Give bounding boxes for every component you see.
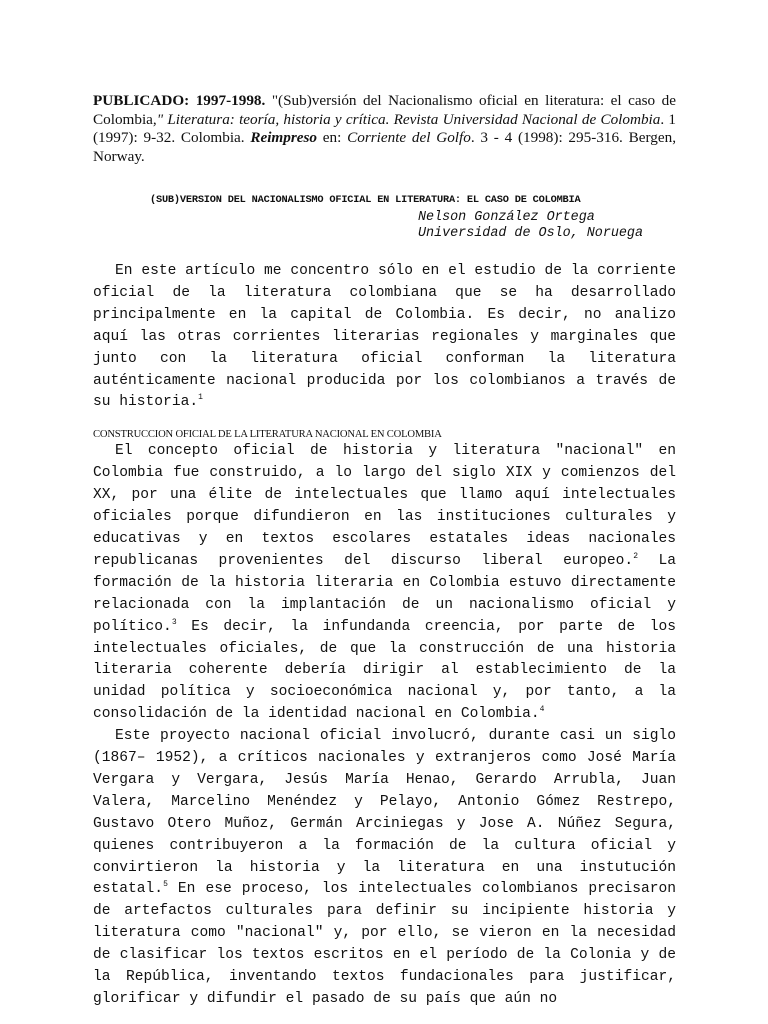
footnote-ref: 5 [163,880,168,890]
body-paragraph [93,441,676,726]
section-heading: CONSTRUCCION OFICIAL DE LA LITERATURA NACIONAL EN COLOMBIA [93,429,442,441]
article-title: (SUB)VERSION DEL NACIONALISMO OFICIAL EN LITERATURA: EL CASO DE COLOMBIA [150,194,581,206]
reprint-details: . 3 - 4 (1998): 295-316. Bergen, Norway. [93,129,676,165]
publication-issue: . 1 (1997): 9-32. Colombia. [93,110,677,146]
publication-text: "(Sub)versión del Nacionalismo oficial en literatura: el caso de Colombia, [93,92,677,128]
body-paragraph [93,726,676,1011]
footnote-ref: 1 [198,393,203,403]
reprint-journal: Corriente del Golfo [347,129,471,146]
footnote-ref: 3 [171,617,177,627]
publication-note [93,92,676,166]
paragraph-text: El concepto oficial de historia y literatura "nacional" en Colombia fue construido, a lo largo del siglo XIX y comienzos del XX, por una élite de intelectuales que llamo aquí intelectuales oficiales porque difundieron en las instituciones culturales y educativas y en textos escolares estatales ideas nacionales republicanas provenientes del discurso liberal europeo. [93,443,676,569]
footnote-ref: 4 [539,705,545,715]
footnote-ref: 2 [633,551,639,561]
paragraph-text: Este proyecto nacional oficial involucró, durante casi un siglo (1867– 1952), a críticos nacionales y extranjeros como José María Vergara y Vergara, Jesús María Henao, Gerardo Arrubla, Juan Valera, Marcelino Menéndez y Pelayo, Antonio Gómez Restrepo, Gustavo Otero Muñoz, Germán Arciniegas y Jose A. Núñez Segura, quienes contribuyeron a la formación de la cultura oficial y convirtieron la historia y la literatura en una instutución estatal. [93,728,676,898]
publication-journal: " Literatura: teoría, historia y crítica. Revista Universidad Nacional de Colombia [156,110,661,128]
reprint-label: Reimpreso [250,129,317,146]
document-page [93,92,676,1011]
intro-text: En este artículo me concentro sólo en el estudio de la corriente oficial de la literatura colombiana que se ha desarrollado principalmente en la capital de Colombia. Es decir, no analizo aquí las otras corrientes literarias regionales y marginales que junto con la literatura oficial conforman la literatura auténticamente nacional producida por los colombianos a través de su historia. [93,263,676,411]
author-affiliation: Universidad de Oslo, Noruega [418,226,643,241]
paragraph-text: En ese proceso, los intelectuales colombianos precisaron de artefactos culturales para definir su incipiente historia y literatura como "nacional" y, por ello, se vieron en la necesidad de clasificar los textos escritos en el período de la Colonia y de la República, inventando textos fundacionales para justificar, glorificar y difundir el pasado de su país que aún no [93,881,676,1007]
paragraph-text: La formación de la historia literaria en Colombia estuvo directamente relacionada con la implantación de un nacionalismo oficial y político. [93,552,676,635]
author-name: Nelson González Ortega [418,210,595,225]
paragraph-text: Es decir, la infundanda creencia, por parte de los intelectuales oficiales, de que la construcción de una historia literaria coherente debería dirigir al establecimiento de la unidad política y socioeconómica nacional y, por tanto, a la consolidación de la identidad nacional en Colombia. [93,618,676,723]
publication-label: PUBLICADO: 1997-1998. [93,92,266,109]
intro-paragraph [93,261,676,414]
reprint-connector: en: [317,129,348,146]
